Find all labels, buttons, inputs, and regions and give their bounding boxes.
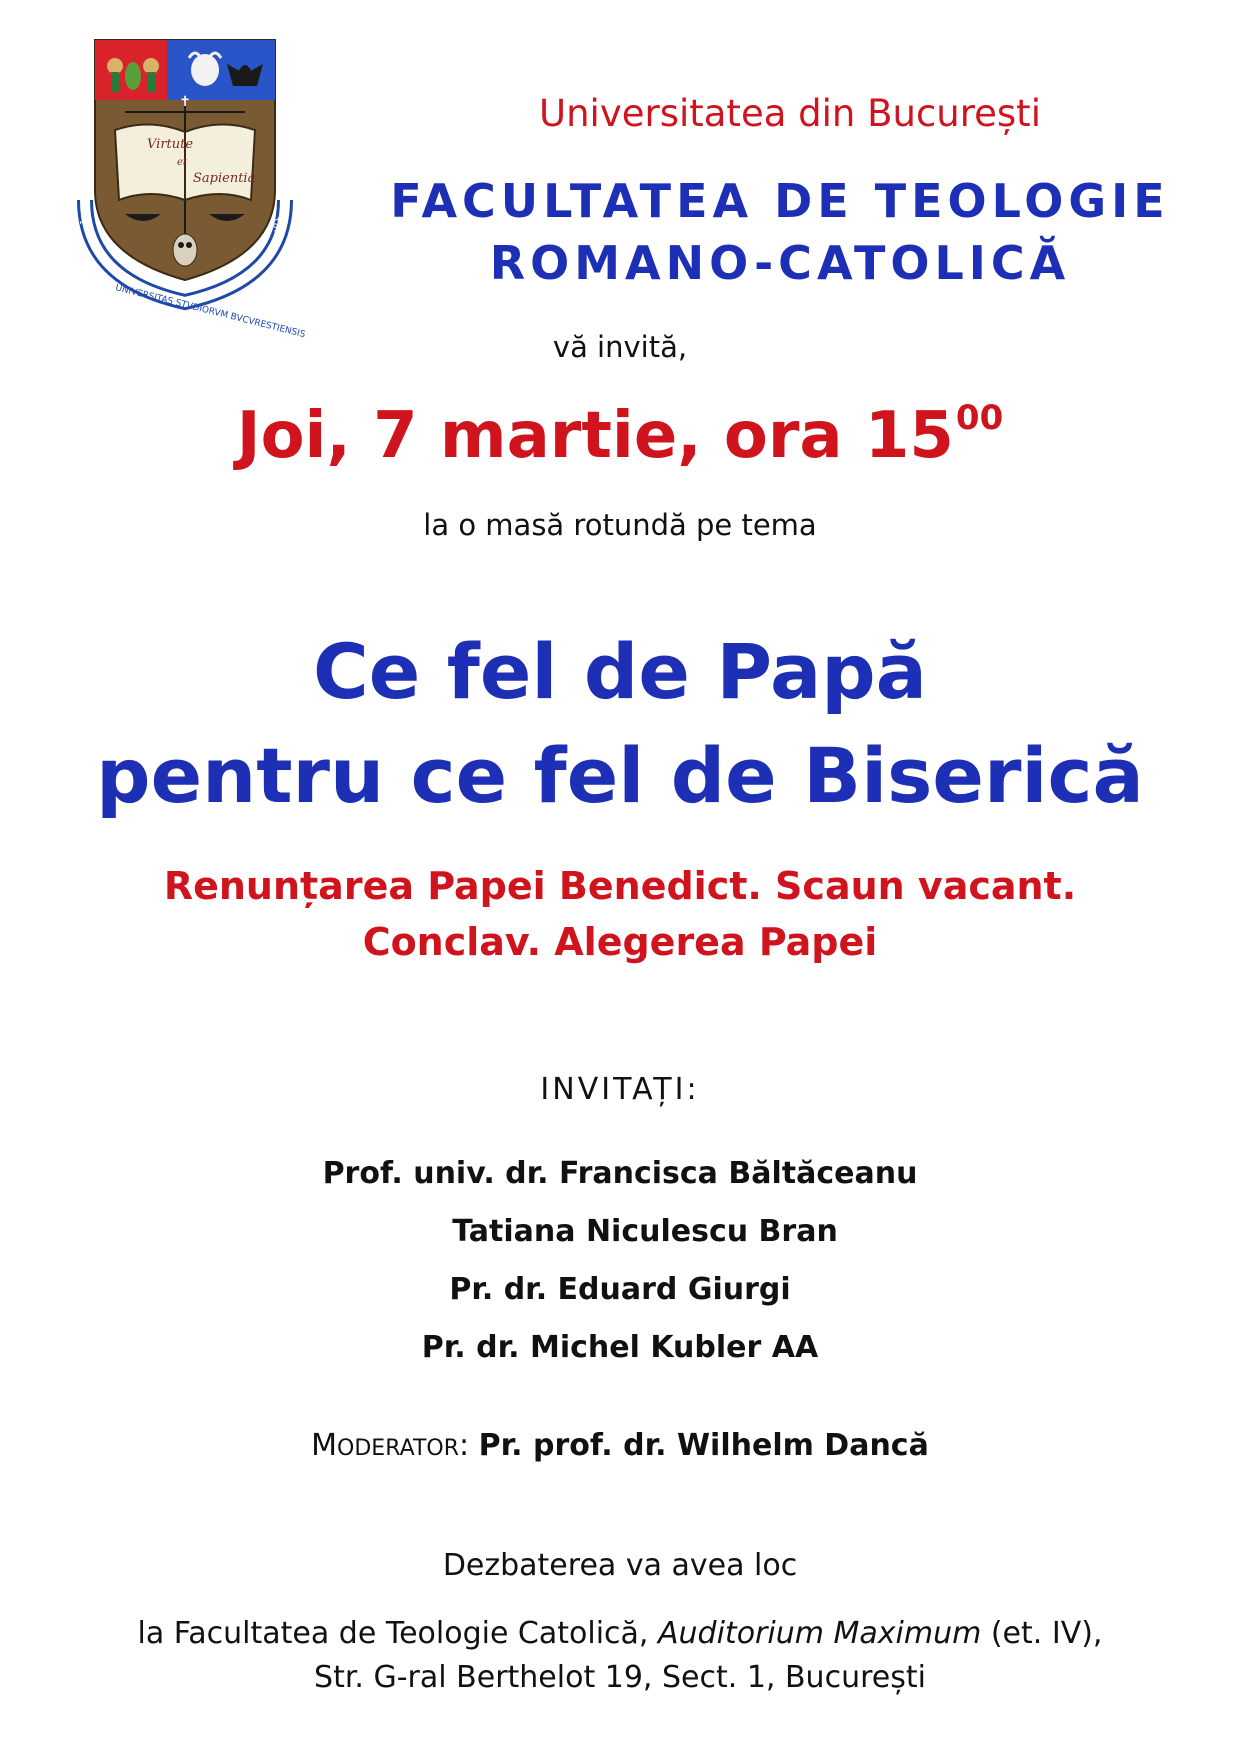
- address-line1-italic: Auditorium Maximum: [658, 1616, 982, 1651]
- crest-motto-et: et: [177, 157, 187, 168]
- address-line1-suffix: (et. IV),: [981, 1616, 1103, 1651]
- guests-heading: INVITAȚI:: [540, 1072, 700, 1107]
- faculty-name: [370, 170, 1190, 294]
- crest-motto-left: Virtute: [147, 137, 194, 152]
- crest-year-right: 1864: [269, 216, 283, 241]
- event-minutes: 00: [955, 398, 1004, 438]
- guest-name: Pr. dr. Michel Kubler AA: [421, 1330, 819, 1365]
- event-title: [0, 620, 1240, 828]
- moderator-name: Pr. prof. dr. Wilhelm Dancă: [478, 1428, 929, 1463]
- crest-year-left: 1694: [79, 202, 93, 227]
- guest-name: Pr. dr. Eduard Giurgi: [449, 1272, 791, 1307]
- address-line1-prefix: la Facultatea de Teologie Catolică,: [137, 1616, 659, 1651]
- event-title-line1: Ce fel de Papă: [313, 627, 927, 716]
- address-line1: [0, 1612, 1240, 1656]
- roundtable-intro: la o masă rotundă pe tema: [423, 508, 817, 542]
- location-address: [0, 1612, 1240, 1700]
- event-subtitle: [0, 858, 1240, 970]
- location-intro: Dezbaterea va avea loc: [442, 1548, 798, 1583]
- event-datetime: [0, 398, 1240, 473]
- invites-text: vă invită,: [552, 330, 688, 364]
- guest-name: Tatiana Niculescu Bran: [452, 1214, 838, 1249]
- address-line2: Str. G-ral Berthelot 19, Sect. 1, București: [314, 1660, 926, 1695]
- moderator-label-initial: M: [311, 1428, 338, 1463]
- faculty-name-line1: FACULTATEA DE TEOLOGIE: [390, 174, 1170, 228]
- moderator-label-colon: :: [458, 1428, 470, 1463]
- event-subtitle-line1: Renunțarea Papei Benedict. Scaun vacant.: [163, 864, 1077, 908]
- event-title-line2: pentru ce fel de Biserică: [96, 731, 1144, 820]
- guest-name: Prof. univ. dr. Francisca Băltăceanu: [322, 1156, 918, 1191]
- moderator-line: [0, 1428, 1240, 1463]
- university-name: Universitatea din București: [539, 92, 1041, 135]
- moderator-label-rest: ODERATOR: [337, 1436, 459, 1461]
- event-date: Joi, 7 martie, ora 15: [236, 399, 954, 473]
- event-subtitle-line2: Conclav. Alegerea Papei: [362, 920, 878, 964]
- university-crest-logo: [75, 40, 307, 341]
- svg-text:✝: ✝: [179, 94, 191, 110]
- crest-motto-right: Sapientia: [193, 171, 256, 186]
- faculty-name-line2: ROMANO-CATOLICĂ: [489, 236, 1071, 290]
- crest-ribbon-text: UNIVERSITAS STVDIORVM BVCVRESTIENSIS: [114, 283, 307, 341]
